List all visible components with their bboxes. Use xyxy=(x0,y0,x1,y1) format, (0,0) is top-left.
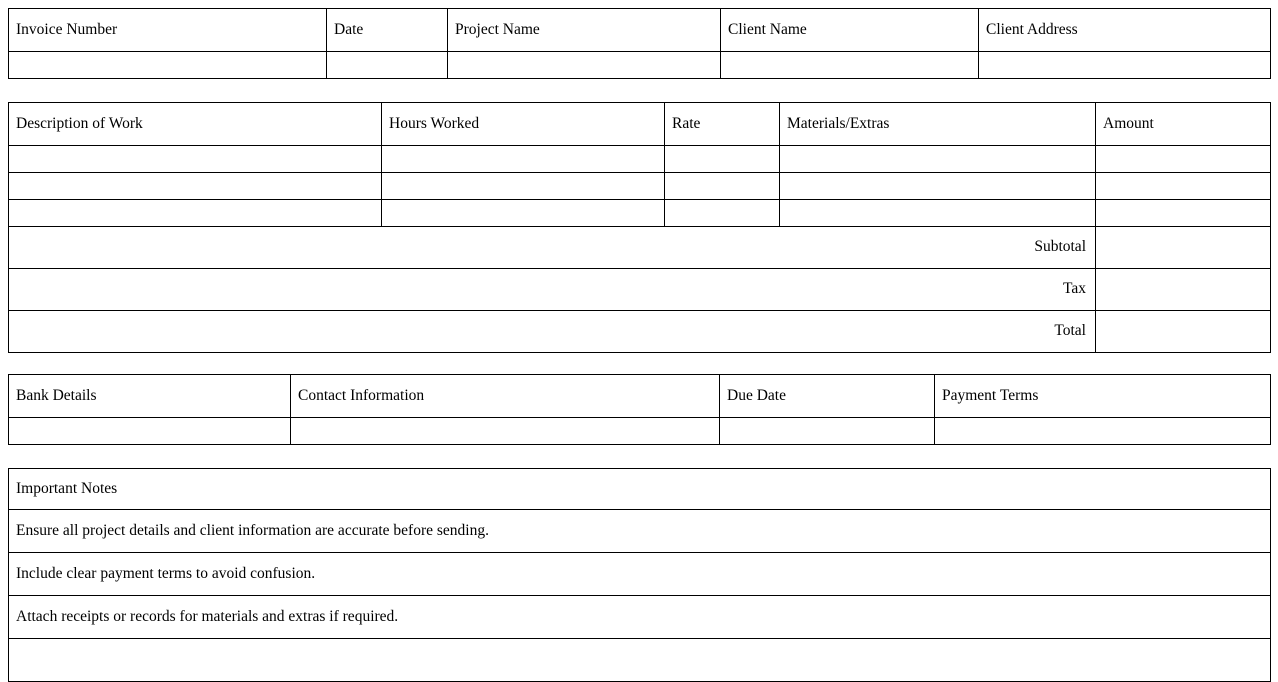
field-project-name[interactable] xyxy=(448,52,721,79)
note-text: Include clear payment terms to avoid confusion. xyxy=(9,553,1271,596)
label-subtotal: Subtotal xyxy=(9,227,1096,269)
table-row xyxy=(9,146,1271,173)
cell-amount[interactable] xyxy=(1096,200,1271,227)
invoice-meta-value-row xyxy=(9,52,1271,79)
header-hours-worked: Hours Worked xyxy=(382,103,665,146)
note-text xyxy=(9,639,1271,682)
field-date[interactable] xyxy=(327,52,448,79)
header-rate: Rate xyxy=(665,103,780,146)
list-item xyxy=(9,553,1271,596)
header-client-address: Client Address xyxy=(979,9,1271,52)
cell-hours-worked[interactable] xyxy=(382,146,665,173)
header-important-notes: Important Notes xyxy=(9,469,1271,510)
header-invoice-number: Invoice Number xyxy=(9,9,327,52)
note-text: Ensure all project details and client information are accurate before sending. xyxy=(9,510,1271,553)
field-client-address[interactable] xyxy=(979,52,1271,79)
payment-info-table xyxy=(8,374,1271,445)
payment-info-header-row xyxy=(9,375,1271,418)
header-amount: Amount xyxy=(1096,103,1271,146)
label-tax: Tax xyxy=(9,269,1096,311)
cell-description-of-work[interactable] xyxy=(9,173,382,200)
total-row xyxy=(9,311,1271,353)
table-row xyxy=(9,200,1271,227)
header-bank-details: Bank Details xyxy=(9,375,291,418)
cell-rate[interactable] xyxy=(665,173,780,200)
value-tax[interactable] xyxy=(1096,269,1271,311)
cell-hours-worked[interactable] xyxy=(382,173,665,200)
header-date: Date xyxy=(327,9,448,52)
header-payment-terms: Payment Terms xyxy=(935,375,1271,418)
cell-materials-extras[interactable] xyxy=(780,146,1096,173)
header-description-of-work: Description of Work xyxy=(9,103,382,146)
list-item xyxy=(9,596,1271,639)
field-due-date[interactable] xyxy=(720,418,935,445)
table-row xyxy=(9,173,1271,200)
list-item xyxy=(9,639,1271,682)
header-project-name: Project Name xyxy=(448,9,721,52)
list-item xyxy=(9,510,1271,553)
note-text: Attach receipts or records for materials and extras if required. xyxy=(9,596,1271,639)
header-client-name: Client Name xyxy=(721,9,979,52)
value-total[interactable] xyxy=(1096,311,1271,353)
field-payment-terms[interactable] xyxy=(935,418,1271,445)
field-bank-details[interactable] xyxy=(9,418,291,445)
subtotal-row xyxy=(9,227,1271,269)
cell-rate[interactable] xyxy=(665,200,780,227)
value-subtotal[interactable] xyxy=(1096,227,1271,269)
notes-header-row xyxy=(9,469,1271,510)
cell-rate[interactable] xyxy=(665,146,780,173)
tax-row xyxy=(9,269,1271,311)
cell-amount[interactable] xyxy=(1096,173,1271,200)
cell-description-of-work[interactable] xyxy=(9,200,382,227)
payment-info-value-row xyxy=(9,418,1271,445)
invoice-meta-table xyxy=(8,8,1271,79)
cell-hours-worked[interactable] xyxy=(382,200,665,227)
field-client-name[interactable] xyxy=(721,52,979,79)
line-items-table xyxy=(8,102,1271,353)
cell-materials-extras[interactable] xyxy=(780,200,1096,227)
header-due-date: Due Date xyxy=(720,375,935,418)
header-materials-extras: Materials/Extras xyxy=(780,103,1096,146)
line-items-header-row xyxy=(9,103,1271,146)
cell-amount[interactable] xyxy=(1096,146,1271,173)
field-contact-information[interactable] xyxy=(291,418,720,445)
cell-description-of-work[interactable] xyxy=(9,146,382,173)
cell-materials-extras[interactable] xyxy=(780,173,1096,200)
field-invoice-number[interactable] xyxy=(9,52,327,79)
header-contact-information: Contact Information xyxy=(291,375,720,418)
invoice-meta-header-row xyxy=(9,9,1271,52)
label-total: Total xyxy=(9,311,1096,353)
